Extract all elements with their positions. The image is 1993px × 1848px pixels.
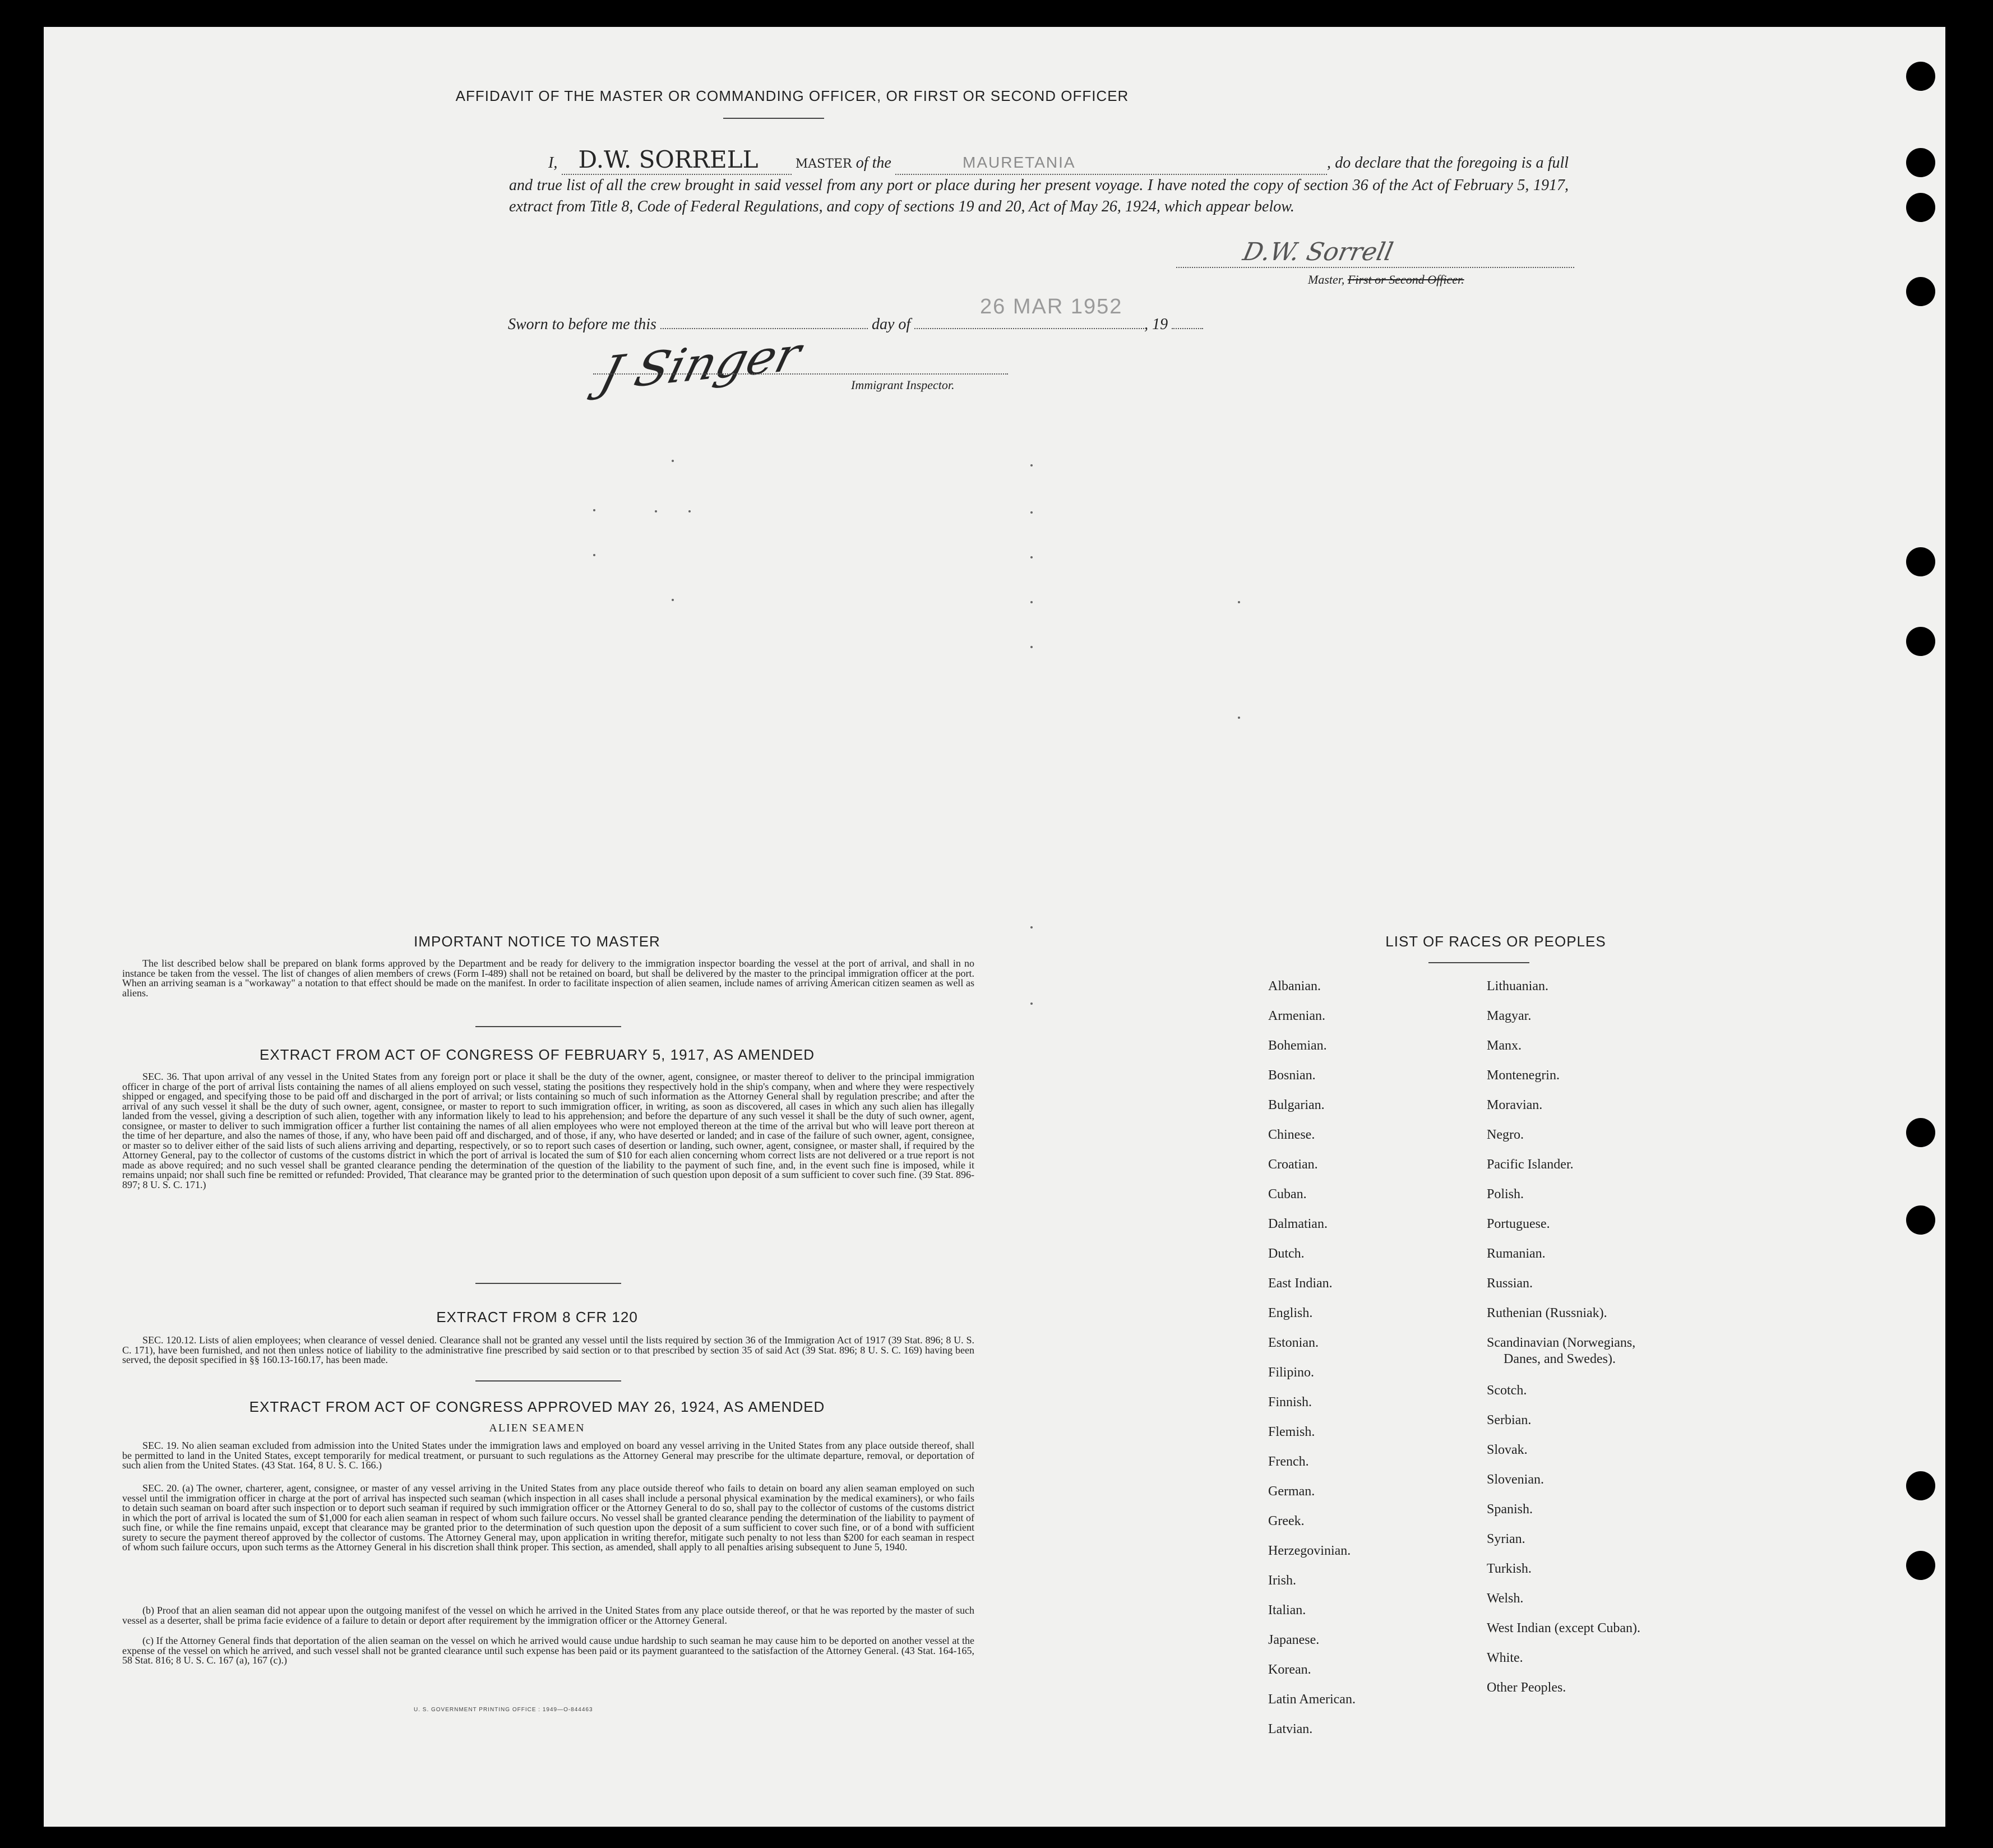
of-the-label: of the bbox=[856, 154, 891, 172]
punch-hole bbox=[1906, 277, 1935, 306]
do-declare-label: , do declare bbox=[1327, 154, 1402, 172]
race-item: Negro. bbox=[1487, 1128, 1524, 1142]
divider bbox=[1428, 962, 1529, 963]
divider bbox=[723, 118, 824, 119]
punch-hole bbox=[1906, 193, 1935, 222]
race-item: Irish. bbox=[1268, 1573, 1296, 1588]
bleed-mark bbox=[1030, 646, 1033, 648]
race-item: Greek. bbox=[1268, 1514, 1305, 1528]
race-item: Portuguese. bbox=[1487, 1217, 1550, 1231]
bleed-mark bbox=[1030, 926, 1033, 928]
race-item: Moravian. bbox=[1487, 1098, 1543, 1112]
race-item: Spanish. bbox=[1487, 1502, 1533, 1517]
bleed-mark bbox=[1030, 511, 1033, 514]
race-item: Ruthenian (Russniak). bbox=[1487, 1306, 1607, 1320]
race-item: Chinese. bbox=[1268, 1128, 1315, 1142]
bleed-mark bbox=[688, 510, 691, 512]
printer-imprint: U. S. GOVERNMENT PRINTING OFFICE : 1949—O-844463 bbox=[414, 1707, 593, 1713]
races-title: LIST OF RACES OR PEOPLES bbox=[1385, 933, 1606, 950]
divider bbox=[475, 1380, 621, 1382]
bleed-mark bbox=[1030, 601, 1033, 603]
master-name: D.W. SORRELL bbox=[578, 146, 759, 173]
extract-1924-title: EXTRACT FROM ACT OF CONGRESS APPROVED MAY 26, 1924, AS AMENDED bbox=[249, 1398, 825, 1415]
bleed-mark bbox=[1030, 556, 1033, 558]
sworn-year-label: , 19 bbox=[1144, 316, 1168, 333]
bleed-mark bbox=[1238, 717, 1240, 719]
race-item: Danes, and Swedes). bbox=[1504, 1352, 1616, 1366]
section-19-text: SEC. 19. No alien seaman excluded from admission into the United States under the immigration laws and employed on board any vessel arriving in the United States from any place outside thereof, shall be permitted to land in the United States, except temporarily for medical treatment, or pursuant to such regulations as the Attorney General may prescribe for the ultimate departure, removal, or deportation of such alien from the United States. (43 Stat. 164, 8 U. S. C. 166.) bbox=[122, 1440, 974, 1471]
inspector-caption: Immigrant Inspector. bbox=[851, 378, 955, 392]
races-column-2 bbox=[1487, 979, 1640, 1710]
race-item: Flemish. bbox=[1268, 1425, 1315, 1439]
race-item: Korean. bbox=[1268, 1662, 1311, 1677]
race-item: Syrian. bbox=[1487, 1532, 1525, 1546]
inspector-signature-line bbox=[593, 373, 1008, 375]
race-item: Japanese. bbox=[1268, 1633, 1320, 1647]
race-item: French. bbox=[1268, 1454, 1309, 1469]
sworn-prefix: Sworn to before me this bbox=[508, 316, 656, 333]
extract-cfr-title: EXTRACT FROM 8 CFR 120 bbox=[436, 1309, 638, 1325]
race-item: Scotch. bbox=[1487, 1383, 1527, 1398]
punch-hole bbox=[1906, 1205, 1935, 1235]
race-item: Slovak. bbox=[1487, 1443, 1528, 1457]
race-item: Dalmatian. bbox=[1268, 1217, 1328, 1231]
punch-hole bbox=[1906, 1118, 1935, 1147]
master-role: MASTER bbox=[795, 157, 852, 171]
punch-hole bbox=[1906, 148, 1935, 177]
declaration-prefix: I, bbox=[548, 154, 558, 172]
race-item: Pacific Islander. bbox=[1487, 1157, 1574, 1172]
punch-hole bbox=[1906, 627, 1935, 656]
bleed-mark bbox=[672, 599, 674, 601]
notice-title: IMPORTANT NOTICE TO MASTER bbox=[414, 933, 660, 950]
section-20c-text: (c) If the Attorney General finds that deportation of the alien seaman on the vessel on which he arrived would cause undue hardship to such seaman he may cause him to be deported on another vessel at the expense of the vessel on which he arrived, and such vessel shall not be granted clearance until such expense has been paid or its payment guaranteed to the satisfaction of the Attorney General. (43 Stat. 164-165, 58 Stat. 816; 8 U. S. C. 167 (a), 167 (c).) bbox=[122, 1635, 974, 1666]
extract-1917-title: EXTRACT FROM ACT OF CONGRESS OF FEBRUARY 5, 1917, AS AMENDED bbox=[260, 1046, 815, 1063]
race-item: White. bbox=[1487, 1651, 1523, 1665]
struck-officer-caption: First or Second Officer. bbox=[1347, 272, 1464, 287]
sworn-day-label: day of bbox=[871, 316, 911, 333]
race-item: Bosnian. bbox=[1268, 1068, 1316, 1083]
race-item: Estonian. bbox=[1268, 1336, 1319, 1350]
race-item: Italian. bbox=[1268, 1603, 1306, 1618]
bleed-mark bbox=[1238, 601, 1240, 603]
race-item: Montenegrin. bbox=[1487, 1068, 1560, 1083]
extract-1917-text: SEC. 36. That upon arrival of any vessel in the United States from any foreign port or place it shall be the duty of the owner, agent, consignee, or master thereof to deliver to the principal immigration officer in charge of the port of arrival lists containing the names of all aliens employed on such vessel, stating the positions they respectively hold in the ship's company, when and where they were respectively shipped or engaged, and specifying those to be paid off and discharged in the port of arrival; or lists containing so much of such information as the Attorney General shall by regulation prescribe; and after the arrival of any such vessel it shall be the duty of such owner, agent, consignee, or master to report to such immigration officer, in writing, as soon as discovered, all cases in which any such alien has illegally landed from the vessel, giving a description of such alien, together with any information likely to lead to his apprehension; and before the departure of any such vessel it shall be the duty of such owner, agent, consignee, or master to deliver to such immigration officer a further list containing the names of all alien employees who were not employed thereon at the time of the arrival but who will leave port thereon at the time of her departure, and also the names of those, if any, who have been paid off and discharged, and of those, if any, who have deserted or landed; and in case of the failure of such owner, agent, consignee, or master so to deliver either of the said lists of such aliens arriving and departing, respectively, or so to report such cases of desertion or landing, such owner, agent, consignee, or master shall, if required by the Attorney General, pay to the collector of customs of the customs district in which the port of arrival is located the sum of $10 for each alien concerning whom correct lists are not delivered or a true report is not made as above required; and no such vessel shall be granted clearance pending the determination of the question of the liability to the payment of such fine, and, in the event such fine is imposed, while it remains unpaid; nor shall such fine be remitted or refunded: Provided, That clearance may be granted prior to the determination of such question upon deposit of a sum sufficient to cover such fine. (39 Stat. 896-897; 8 U. S. C. 171.) bbox=[122, 1071, 974, 1190]
race-item: Russian. bbox=[1487, 1276, 1533, 1291]
bleed-mark bbox=[1030, 464, 1033, 466]
race-item: East Indian. bbox=[1268, 1276, 1333, 1291]
bleed-mark bbox=[655, 510, 657, 512]
race-item: Herzegovinian. bbox=[1268, 1544, 1351, 1558]
race-item: Polish. bbox=[1487, 1187, 1524, 1202]
race-item: Cuban. bbox=[1268, 1187, 1307, 1202]
race-item: Other Peoples. bbox=[1487, 1680, 1566, 1695]
race-item: Scandinavian (Norwegians, bbox=[1487, 1336, 1636, 1350]
divider bbox=[475, 1283, 621, 1284]
affidavit-title: AFFIDAVIT OF THE MASTER OR COMMANDING OFFICER, OR FIRST OR SECOND OFFICER bbox=[455, 87, 1129, 104]
declaration-body: that the foregoing is a full and true list of all the crew brought in said vessel from any port or place during her present voyage. I have noted the copy of section 36 of the Act of February 5, 1917, extract from Title 8, Code of Federal Regulations, and copy of sections 19 and 20, Act of May 26, 1924, which appear below. bbox=[509, 154, 1569, 215]
race-item: West Indian (except Cuban). bbox=[1487, 1621, 1640, 1636]
race-item: English. bbox=[1268, 1306, 1313, 1320]
race-item: Slovenian. bbox=[1487, 1472, 1544, 1487]
race-item: Rumanian. bbox=[1487, 1246, 1546, 1261]
punch-hole bbox=[1906, 1551, 1935, 1580]
inspector-signature: J Singer bbox=[594, 326, 807, 401]
punch-hole bbox=[1906, 547, 1935, 576]
bleed-mark bbox=[672, 460, 674, 462]
bleed-mark bbox=[593, 509, 595, 511]
section-20b-text: (b) Proof that an alien seaman did not appear upon the outgoing manifest of the vessel on which he arrived in the United States from any place outside thereof, or that he was reported by the master of such vessel as a deserter, shall be prima facie evidence of a failure to detain or deport after requirement by the immigration officer or the Attorney General. bbox=[122, 1605, 974, 1626]
race-item: Latvian. bbox=[1268, 1722, 1313, 1736]
declaration bbox=[509, 146, 1569, 218]
race-item: Filipino. bbox=[1268, 1365, 1315, 1380]
race-item: Manx. bbox=[1487, 1038, 1522, 1053]
race-item: Latin American. bbox=[1268, 1692, 1356, 1707]
punch-hole bbox=[1906, 1471, 1935, 1500]
race-item: German. bbox=[1268, 1484, 1315, 1499]
extract-cfr-text: SEC. 120.12. Lists of alien employees; when clearance of vessel denied. Clearance shall not be granted any vessel until the lists required by section 36 of the Immigration Act of 1917 (39 Stat. 896; 8 U. S. C. 171), have been furnished, and not then unless notice of liability to the administrative fine prescribed by said section or to that prescribed by section 35 of said Act (39 Stat. 896; 8 U. S. C. 169) having been served, the deposit specified in §§ 160.13-160.17, has been made. bbox=[122, 1334, 974, 1365]
race-item: Turkish. bbox=[1487, 1561, 1532, 1576]
bleed-mark bbox=[593, 554, 595, 556]
race-item: Croatian. bbox=[1268, 1157, 1318, 1172]
race-item: Welsh. bbox=[1487, 1591, 1524, 1606]
race-item: Dutch. bbox=[1268, 1246, 1305, 1261]
race-item: Albanian. bbox=[1268, 979, 1321, 994]
document-page bbox=[44, 27, 1945, 1827]
master-caption: Master, First or Second Officer. bbox=[1308, 272, 1464, 287]
vessel-name: MAURETANIA bbox=[963, 154, 1076, 171]
notice-text: The list described below shall be prepared on blank forms approved by the Department and be ready for delivery to the immigration inspector boarding the vessel at the port of arrival, and shall in no instance be taken from the vessel. The list of changes of alien members of crews (Form I-489) shall not be retained on board, but shall be delivered by the master to the principal immigration officer at the port. When an arriving seaman is a "workaway" a notation to that effect should be made on the manifest. In order to facilitate inspection of alien seamen, include names of arriving American citizen seamen as well as aliens. bbox=[122, 958, 974, 999]
race-item: Magyar. bbox=[1487, 1009, 1532, 1023]
punch-hole bbox=[1906, 62, 1935, 91]
race-item: Finnish. bbox=[1268, 1395, 1312, 1410]
race-item: Lithuanian. bbox=[1487, 979, 1548, 994]
race-item: Bohemian. bbox=[1268, 1038, 1327, 1053]
date-stamp: 26 MAR 1952 bbox=[980, 295, 1123, 318]
race-item: Bulgarian. bbox=[1268, 1098, 1325, 1112]
race-item: Serbian. bbox=[1487, 1413, 1532, 1427]
master-signature: D.W. Sorrell bbox=[1240, 238, 1396, 266]
bleed-mark bbox=[1030, 1002, 1033, 1005]
extract-1924-subtitle: ALIEN SEAMEN bbox=[489, 1422, 585, 1434]
master-signature-line bbox=[1176, 267, 1574, 268]
race-item: Armenian. bbox=[1268, 1009, 1325, 1023]
races-column-1 bbox=[1268, 979, 1356, 1752]
section-20a-text: SEC. 20. (a) The owner, charterer, agent, consignee, or master of any vessel arriving in the United States from any place outside thereof who fails to detain on board any alien seaman employed on such vessel until the immigration officer in charge at the port of arrival has inspected such seaman (which inspection in all cases shall include a personal physical examination by the medical examiners), or who fails to detain such seaman on board after such inspection or to deport such seaman if required by such immigration officer or the Attorney General to do so, shall pay to the collector of customs of the customs district in which the port of arrival is located the sum of $1,000 for each alien seaman in respect of whom such failure occurs. No vessel shall be granted clearance pending the determination of the liability to payment of such fine, or while the fine remains unpaid, except that clearance may be granted prior to the determination of such question upon the deposit of a sum sufficient to cover such fine, or of a bond with sufficient surety to secure the payment thereof approved by the collector of customs. The Attorney General may, upon application in writing therefor, mitigate such penalty to not less than $200 for each seaman in respect of whom such failure occurs, upon such terms as the Attorney General in his discretion shall think proper. This section, as amended, shall apply to all penalties arising subsequent to June 5, 1940. bbox=[122, 1482, 974, 1553]
divider bbox=[475, 1026, 621, 1027]
